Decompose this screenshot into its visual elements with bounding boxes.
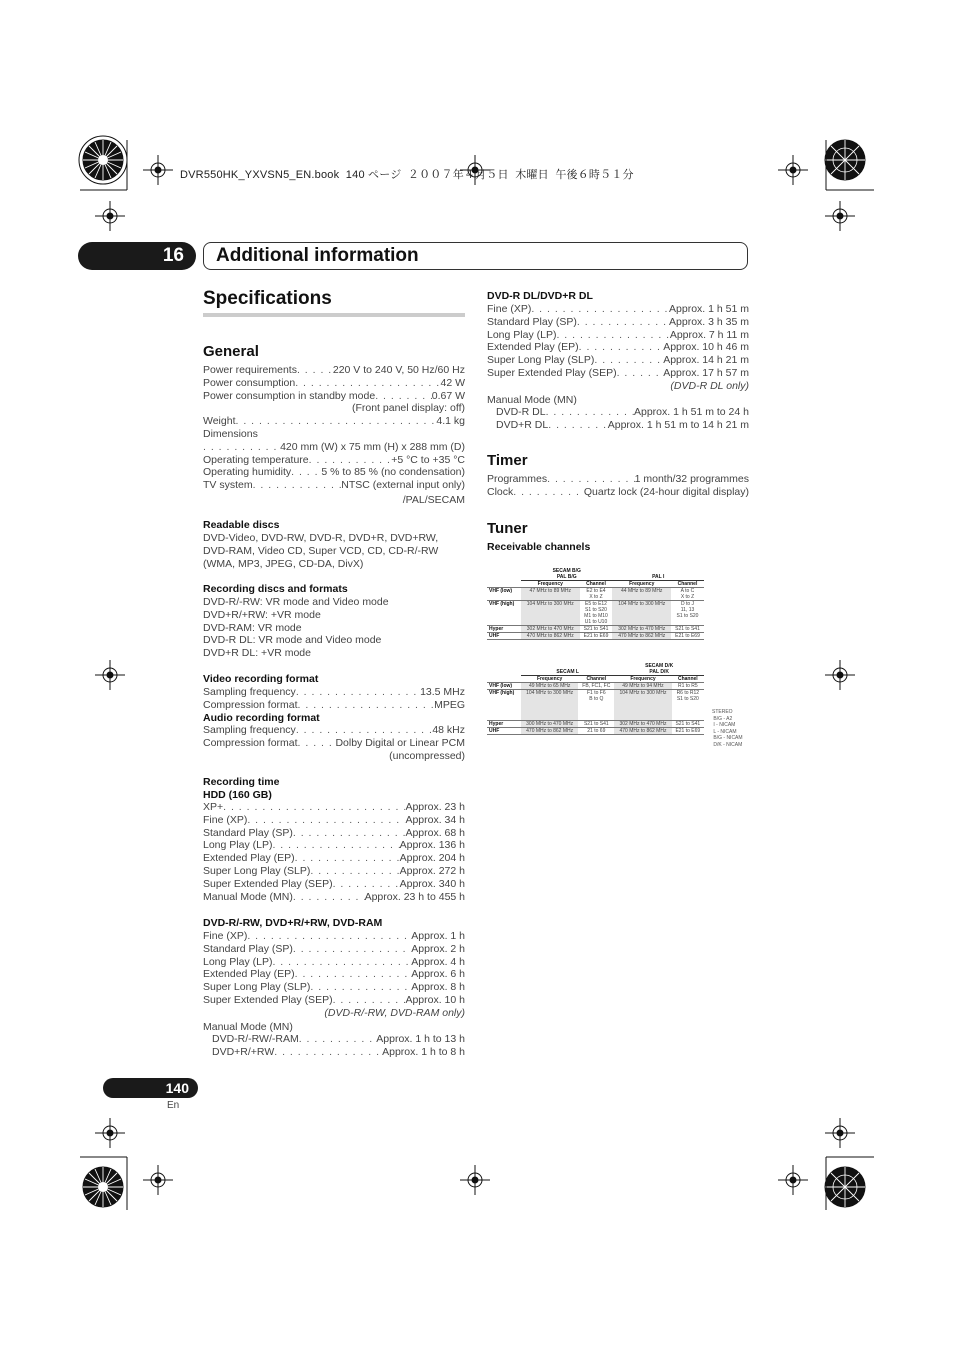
spec-row: DVD-R DL . . . Approx. 1 h 51 m to 24 h bbox=[487, 406, 749, 419]
spec-row: DVD-R/-RW/-RAM . . . Approx. 1 h to 13 h bbox=[203, 1033, 465, 1046]
spec-row: Operating temperature . . . +5 °C to +35 °C bbox=[203, 454, 465, 467]
spec-row: Fine (XP) . . . Approx. 34 h bbox=[203, 814, 465, 827]
table-header: SECAM D/K PAL D/K bbox=[645, 663, 674, 675]
spec-note: (uncompressed) bbox=[389, 749, 465, 762]
table-row: UHF 470 MHz to 862 MHz E21 to E69 470 MHz to 862 MHz E21 to E69 bbox=[487, 633, 704, 640]
readable-heading: Readable discs bbox=[203, 519, 280, 531]
col-header: Channel bbox=[578, 676, 614, 683]
page-number: 140 bbox=[103, 1078, 198, 1098]
spec-row: Standard Play (SP) . . . Approx. 2 h bbox=[203, 943, 465, 956]
list-item: DVD+R DL: +VR mode bbox=[203, 647, 311, 660]
page-language: En bbox=[167, 1100, 180, 1111]
spec-row: Sampling frequency . . . 13.5 MHz bbox=[203, 686, 465, 699]
table-row: VHF (high) 104 MHz to 300 MHz E5 to E12 S1 to S20 M1 to M10 U1 to U10 104 MHz to 300 MHz D to J 11, 13 S1 to S20 bbox=[487, 601, 704, 626]
col-header: Channel bbox=[672, 676, 704, 683]
dl-specs bbox=[487, 303, 749, 432]
table-header: SECAM B/G PAL B/G bbox=[552, 568, 581, 580]
spec-row: Super Extended Play (SEP) . . . Approx. 10 h bbox=[203, 994, 465, 1007]
hdd-specs bbox=[203, 801, 465, 903]
title-rule bbox=[203, 313, 465, 317]
spec-row: Long Play (LP) . . . Approx. 7 h 11 m bbox=[487, 329, 749, 342]
table-row: VHF (low) 49 MHz to 65 MHz FB, FC1, FC 49 MHz to 94 MHz R1 to R5 bbox=[487, 683, 704, 690]
spec-row: Programmes . . . 1 month/32 programmes bbox=[487, 473, 749, 486]
spec-row: Extended Play (EP) . . . Approx. 10 h 46 m bbox=[487, 341, 749, 354]
spec-label: Manual Mode (MN) bbox=[203, 1020, 293, 1033]
spec-note: (DVD-R/-RW, DVD-RAM only) bbox=[324, 1006, 465, 1019]
spec-note: (Front panel display: off) bbox=[351, 402, 465, 415]
list-item: DVD+R/+RW: +VR mode bbox=[203, 608, 321, 621]
table-row: Hyper 302 MHz to 470 MHz S21 to S41 302 MHz to 470 MHz S21 to S41 bbox=[487, 626, 704, 633]
video-format-specs bbox=[203, 686, 465, 712]
spec-row: Power requirements . . . 220 V to 240 V, 50 Hz/60 Hz bbox=[203, 364, 465, 377]
list-item: (WMA, MP3, JPEG, CD-DA, DivX) bbox=[203, 557, 364, 570]
table-row: Hyper 300 MHz to 470 MHz S21 to S41 302 MHz to 470 MHz S21 to S41 bbox=[487, 721, 704, 728]
spec-row: Clock . . . Quartz lock (24-hour digital display) bbox=[487, 486, 749, 499]
table-row: VHF (low) 47 MHz to 89 MHz E2 to E4 X to Z 44 MHz to 89 MHz A to C X to Z bbox=[487, 588, 704, 601]
list-item: DVD-R/-RW: VR mode and Video mode bbox=[203, 596, 389, 608]
list-item: DVD-RAM: VR mode bbox=[203, 621, 302, 634]
col-header: Frequency bbox=[521, 581, 580, 588]
tuner-heading: Tuner bbox=[487, 520, 528, 537]
spec-row: Compression format . . . MPEG bbox=[203, 699, 465, 712]
col-header: Channel bbox=[580, 581, 613, 588]
spec-row: Sampling frequency . . . 48 kHz bbox=[203, 724, 465, 737]
spec-row: Long Play (LP) . . . Approx. 4 h bbox=[203, 956, 465, 969]
spec-row: Compression format . . . Dolby Digital or Linear PCM bbox=[203, 737, 465, 750]
spec-row: Weight . . . 4.1 kg bbox=[203, 415, 465, 428]
spec-label: Dimensions bbox=[203, 427, 258, 440]
chapter-title: Additional information bbox=[203, 242, 748, 270]
spec-row: Standard Play (SP) . . . Approx. 68 h bbox=[203, 827, 465, 840]
dl-heading: DVD-R DL/DVD+R DL bbox=[487, 290, 593, 302]
table-header: SECAM L bbox=[556, 669, 579, 675]
spec-row: TV system . . . NTSC (external input only) bbox=[203, 479, 465, 492]
recording-formats-list bbox=[203, 596, 465, 660]
list-item: DVD-RAM, Video CD, Super VCD, CD, CD-R/-RW bbox=[203, 544, 439, 557]
channel-table-2 bbox=[487, 663, 704, 735]
spec-row: Fine (XP) . . . Approx. 1 h 51 m bbox=[487, 303, 749, 316]
recording-time-heading: Recording time bbox=[203, 776, 280, 788]
audio-format-specs bbox=[203, 724, 465, 762]
list-item: DVD-R DL: VR mode and Video mode bbox=[203, 634, 382, 647]
dvd-specs bbox=[203, 930, 465, 1059]
dvd-heading: DVD-R/-RW, DVD+R/+RW, DVD-RAM bbox=[203, 917, 383, 929]
spec-row: XP+ . . . Approx. 23 h bbox=[203, 801, 465, 814]
spec-label: Manual Mode (MN) bbox=[487, 393, 577, 406]
spec-row: Super Long Play (SLP) . . . Approx. 272 h bbox=[203, 865, 465, 878]
list-item: DVD-Video, DVD-RW, DVD-R, DVD+R, DVD+RW, bbox=[203, 532, 439, 544]
recording-formats-heading: Recording discs and formats bbox=[203, 583, 348, 595]
spec-row: Long Play (LP) . . . Approx. 136 h bbox=[203, 839, 465, 852]
spec-row: Super Long Play (SLP) . . . Approx. 8 h bbox=[203, 981, 465, 994]
channel-table-1 bbox=[487, 568, 704, 640]
spec-row: Super Extended Play (SEP) . . . Approx. 17 h 57 m bbox=[487, 367, 749, 380]
chapter-number: 16 bbox=[78, 242, 196, 270]
receivable-channels-heading: Receivable channels bbox=[487, 541, 591, 553]
spec-row: Extended Play (EP) . . . Approx. 6 h bbox=[203, 968, 465, 981]
spec-row: . . . 420 mm (W) x 75 mm (H) x 288 mm (D) bbox=[203, 441, 465, 454]
col-header: Frequency bbox=[614, 676, 671, 683]
timer-specs bbox=[487, 473, 749, 499]
spec-row: DVD+R DL . . . Approx. 1 h 51 m to 14 h 21 m bbox=[487, 419, 749, 432]
stereo-note: STEREO B/G - A2 I - NICAM L - NICAM B/G - NICAM D/K - NICAM bbox=[712, 709, 743, 748]
page-title: Specifications bbox=[203, 288, 332, 309]
spec-row: Power consumption in standby mode . . . 0.67 W bbox=[203, 390, 465, 403]
spec-row: Super Extended Play (SEP) . . . Approx. 340 h bbox=[203, 878, 465, 891]
spec-row: Super Long Play (SLP) . . . Approx. 14 h 21 m bbox=[487, 354, 749, 367]
general-specs bbox=[203, 364, 465, 507]
video-format-heading: Video recording format bbox=[203, 673, 319, 685]
table-row: VHF (high) 104 MHz to 300 MHz F1 to F6 B to Q 104 MHz to 300 MHz R6 to R12 S1 to S20 bbox=[487, 690, 704, 721]
spec-row: Power consumption . . . 42 W bbox=[203, 377, 465, 390]
spec-row: Operating humidity . . . 5 % to 85 % (no condensation) bbox=[203, 466, 465, 479]
table-header: PAL I bbox=[652, 574, 665, 580]
readable-list bbox=[203, 532, 465, 570]
hdd-heading: HDD (160 GB) bbox=[203, 789, 272, 801]
col-header: Channel bbox=[671, 581, 704, 588]
spec-row: Fine (XP) . . . Approx. 1 h bbox=[203, 930, 465, 943]
spec-row: Extended Play (EP) . . . Approx. 204 h bbox=[203, 852, 465, 865]
spec-row: DVD+R/+RW . . . Approx. 1 h to 8 h bbox=[203, 1046, 465, 1059]
col-header: Frequency bbox=[612, 581, 671, 588]
spec-row: Standard Play (SP) . . . Approx. 3 h 35 m bbox=[487, 316, 749, 329]
spec-note: (DVD-R DL only) bbox=[670, 379, 749, 392]
table-row: UHF 470 MHz to 862 MHz 21 to 69 470 MHz to 862 MHz E21 to E69 bbox=[487, 728, 704, 735]
spec-note: /PAL/SECAM bbox=[402, 493, 465, 506]
general-heading: General bbox=[203, 343, 259, 360]
audio-format-heading: Audio recording format bbox=[203, 712, 320, 724]
timer-heading: Timer bbox=[487, 452, 528, 469]
print-header: DVR550HK_YXVSN5_EN.book 140 ページ ２００７年４月５日 木曜日 午後６時５１分 bbox=[180, 169, 634, 181]
col-header: Frequency bbox=[521, 676, 578, 683]
spec-row: Manual Mode (MN) . . . Approx. 23 h to 455 h bbox=[203, 891, 465, 904]
